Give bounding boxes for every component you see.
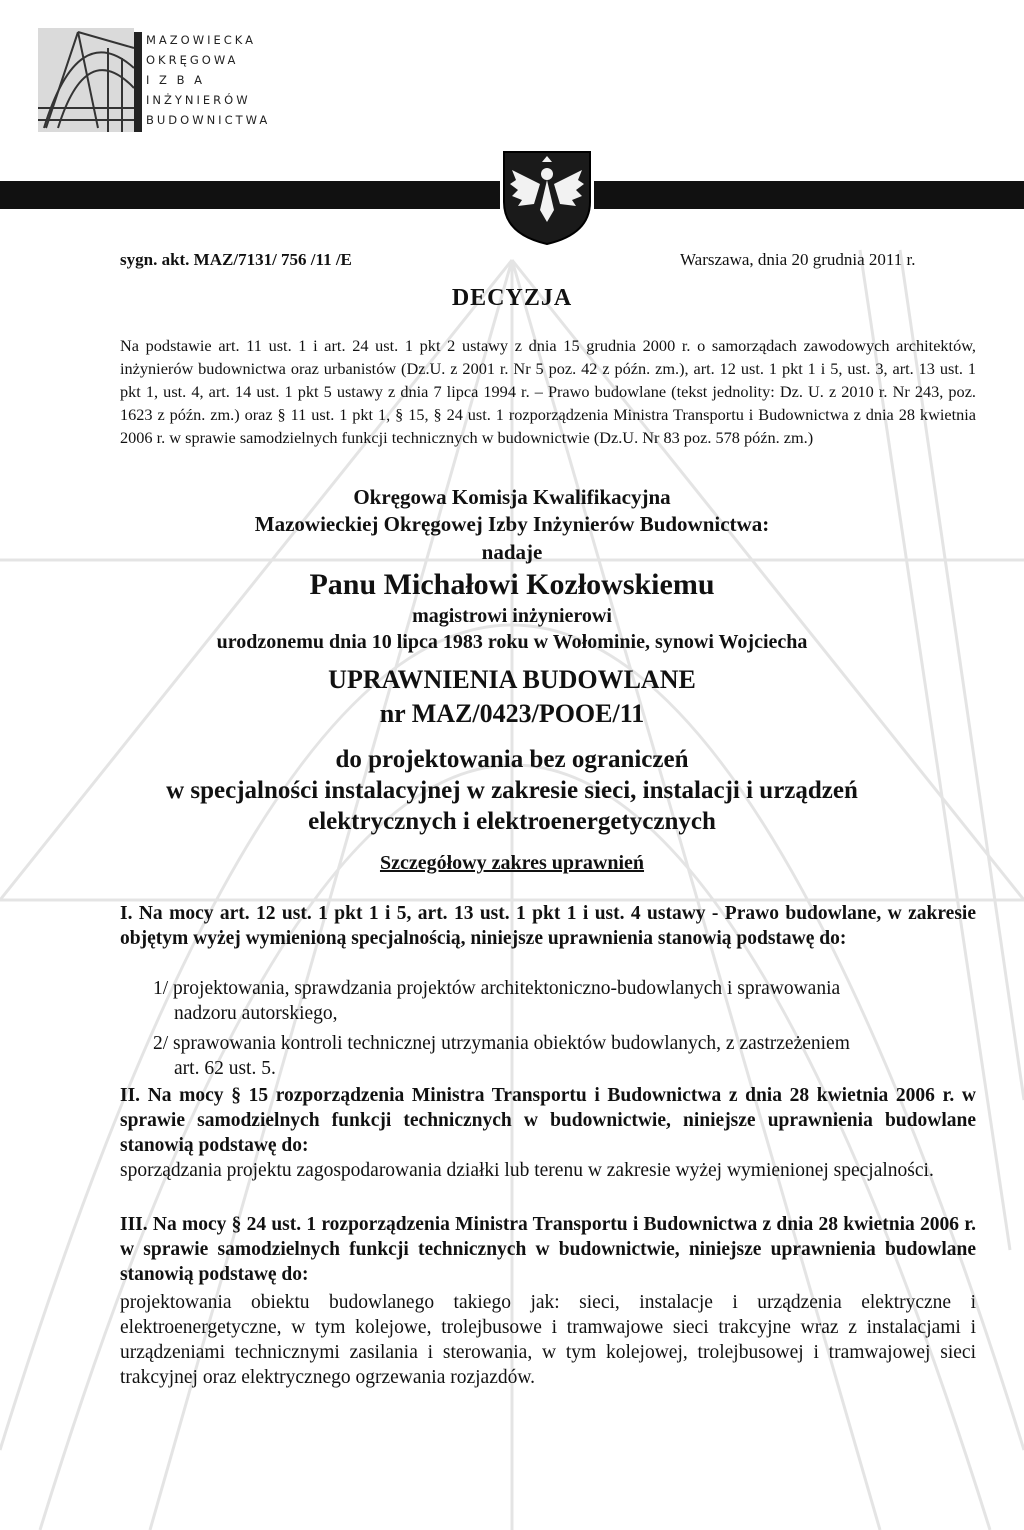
- recipient-title: magistrowi inżynierowi: [412, 605, 612, 627]
- org-line: I Z B A: [146, 73, 205, 87]
- committee-line-2: Mazowieckiej Okręgowej Izby Inżynierów Budownictwa:: [254, 512, 770, 536]
- organization-name: [146, 30, 270, 130]
- document-title: DECYZJA: [451, 285, 573, 311]
- scope-line-3: elektrycznych i elektroenergetycznych: [308, 808, 716, 835]
- org-line: BUDOWNICTWA: [146, 113, 271, 127]
- grant-verb: nadaje: [481, 540, 543, 564]
- item-text: nadzoru autorskiego,: [174, 1003, 338, 1024]
- header-band-left: [0, 181, 500, 209]
- place-and-date: Warszawa, dnia 20 grudnia 2011 r.: [680, 250, 916, 269]
- recipient-birth: urodzonemu dnia 10 lipca 1983 roku w Wołominie, synowi Wojciecha: [216, 631, 808, 653]
- committee-line-1: Okręgowa Komisja Kwalifikacyjna: [353, 485, 671, 509]
- scope-line-2: w specjalności instalacyjnej w zakresie sieci, instalacji i urządzeń: [166, 777, 858, 804]
- permission-number: nr MAZ/0423/POOE/11: [379, 699, 645, 728]
- item-text: 2/ sprawowania kontroli technicznej utrzymania obiektów budowlanych, z zastrzeżeniem: [153, 1033, 850, 1054]
- section-3-heading: III. Na mocy § 24 ust. 1 rozporządzenia Ministra Transportu i Budownictwa z dnia 28 kwietnia 2006 r. w sprawie samodzielnych funkcji technicznych w budownictwie, niniejsze uprawnienia budowlane stanowią podstawę do:: [120, 1214, 976, 1285]
- org-line: OKRĘGOWA: [146, 53, 239, 67]
- case-reference: sygn. akt. MAZ/7131/ 756 /11 /E: [120, 250, 352, 269]
- section-3-body: projektowania obiektu budowlanego takiego jak: sieci, instalacje i urządzenia elektryczne i elektroenergetyczne, w tym kolejowe, trolejbusowe i tramwajowe sieci trakcyjne wraz z instalacjami i urządzeniami technicznymi zasilania i sterowania, w tym kolejowej, trolejbusowej i tramwajowej sieci trakcyjnej oraz elektrycznego ogrzewania rozjazdów.: [120, 1292, 976, 1388]
- section-1-item-1: [153, 976, 973, 1026]
- item-text: art. 62 ust. 5.: [174, 1058, 276, 1079]
- legal-basis: Na podstawie art. 11 ust. 1 i art. 24 ust. 1 pkt 2 ustawy z dnia 15 grudnia 2000 r. o samorządach zawodowych architektów, inżynierów budownictwa oraz urbanistów (Dz.U. z 2001 r. Nr 5 poz. 42 z późn. zm.), art. 12 ust. 1 pkt 1 i 5, ust. 3, art. 13 ust. 1 pkt 1, ust. 4, art. 14 ust. 1 pkt 5 ustawy z dnia 7 lipca 1994 r. – Prawo budowlane (tekst jednolity: Dz. U. z 2010 r. Nr 243, poz. 1623 z późn. zm.) oraz § 11 ust. 1 pkt 1, § 15, § 24 ust. 1 rozporządzenia Ministra Transportu i Budownictwa z dnia 28 kwietnia 2006 r. w sprawie samodzielnych funkcji technicznych w budownictwie (Dz.U. Nr 83 poz. 578 późn. zm.): [120, 336, 976, 447]
- detail-scope-heading: Szczegółowy zakres uprawnień: [379, 852, 645, 874]
- org-line: MAZOWIECKA: [146, 33, 256, 47]
- permission-title: UPRAWNIENIA BUDOWLANE: [328, 665, 696, 694]
- org-line: INŻYNIERÓW: [146, 93, 251, 107]
- section-1-heading: I. Na mocy art. 12 ust. 1 pkt 1 i 5, art. 13 ust. 1 pkt 1 i ust. 4 ustawy - Prawo budowlane, w zakresie objętym wyżej wymienioną specjalnością, niniejsze uprawnienia stanowią podstawę do:: [120, 903, 976, 949]
- scope-line-1: do projektowania bez ograniczeń: [335, 746, 689, 773]
- section-2-heading: II. Na mocy § 15 rozporządzenia Ministra Transportu i Budownictwa z dnia 28 kwietnia 2006 r. w sprawie samodzielnych funkcji technicznych w budownictwie, niniejsze uprawnienia budowlane stanowią podstawę do:: [120, 1085, 976, 1156]
- section-1-item-2: [153, 1031, 973, 1081]
- eagle-emblem-icon: [500, 150, 594, 246]
- section-2-body: sporządzania projektu zagospodarowania działki lub terenu w zakresie wyżej wymienionej specjalności.: [120, 1160, 934, 1181]
- recipient-name: Panu Michałowi Kozłowskiemu: [309, 568, 715, 601]
- header-band-right: [594, 181, 1024, 209]
- item-text: 1/ projektowania, sprawdzania projektów architektoniczno-budowlanych i sprawowania: [153, 978, 841, 999]
